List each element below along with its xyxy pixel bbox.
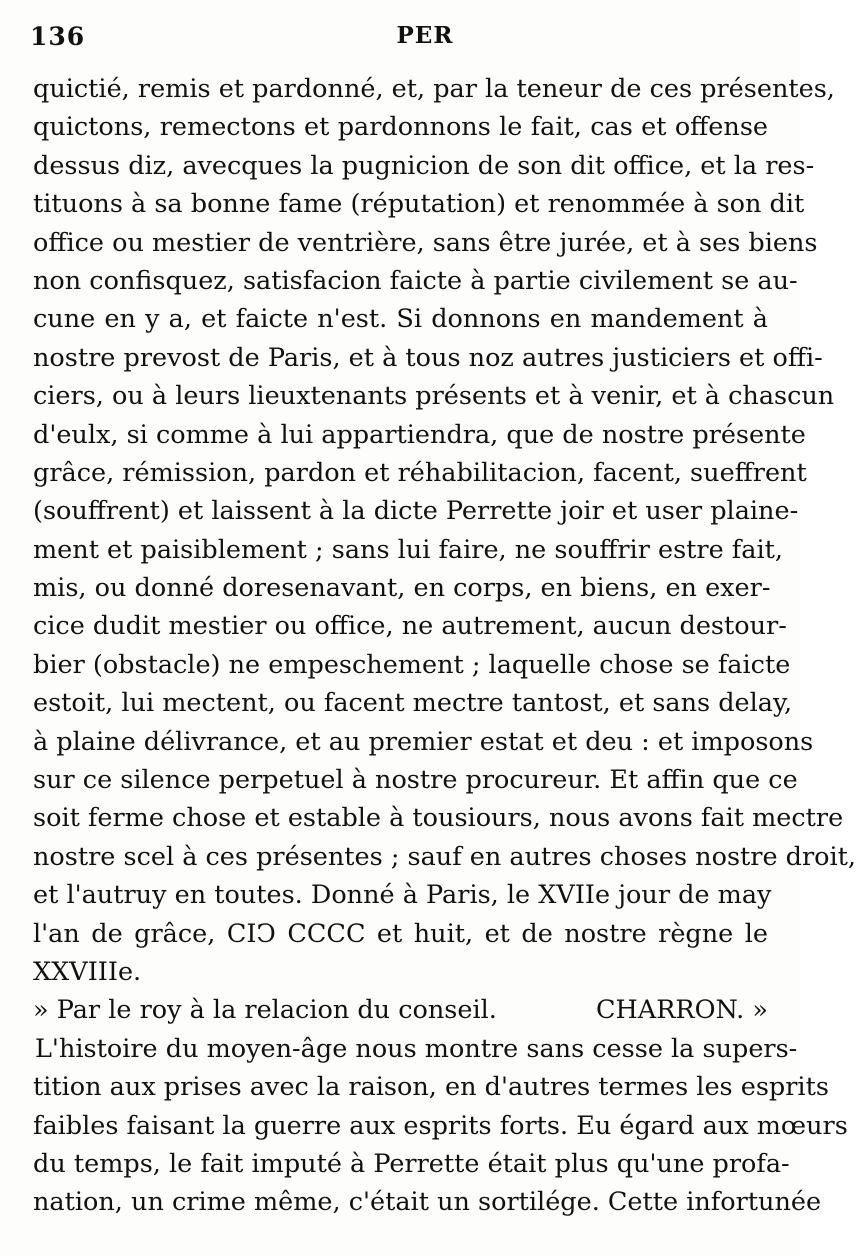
text-line: ciers, ou à leurs lieuxtenants présents et à venir, et à chascun (33, 381, 835, 412)
text-line: quictons, remectons et pardonnons le fait, cas et offense (33, 112, 768, 143)
text-line: faibles faisant la guerre aux esprits forts. Eu égard aux mœurs (33, 1110, 848, 1141)
signature-line (33, 991, 768, 1029)
text-line: L'histoire du moyen-âge nous montre sans cesse la supers- (35, 1033, 798, 1064)
text-line: bier (obstacle) ne empeschement ; laquelle chose se faicte (33, 649, 791, 680)
text-line: d'eulx, si comme à lui appartiendra, que de nostre présente (33, 419, 806, 450)
text-line: estoit, lui mectent, ou facent mectre tantost, et sans delay, (33, 688, 793, 719)
text-line: l'an de grâce, CIↃ CCCC et huit, et de nostre règne le (33, 918, 768, 949)
text-line: XXVIIIe. (33, 956, 142, 987)
text-line: ment et paisiblement ; sans lui faire, ne souffrir estre fait, (33, 534, 783, 565)
text-line: dessus diz, avecques la pugnicion de son dit office, et la res- (33, 150, 815, 181)
body-text (33, 70, 856, 1222)
text-line: à plaine délivrance, et au premier estat et deu : et imposons (33, 726, 814, 757)
text-line: nostre scel à ces présentes ; sauf en autres choses nostre droit, (33, 841, 856, 872)
text-line: (souffrent) et laissent à la dicte Perrette joir et user plaine- (33, 496, 799, 527)
text-line: quictié, remis et pardonné, et, par la teneur de ces présentes, (33, 74, 835, 104)
commentary-passage (33, 1030, 848, 1222)
text-line: non confisquez, satisfacion faicte à partie civilement se au- (33, 265, 798, 296)
text-line: office ou mestier de ventrière, sans être jurée, et à ses biens (33, 227, 818, 258)
text-line: grâce, rémission, pardon et réhabilitacion, facent, sueffrent (33, 457, 807, 488)
text-line: du temps, le fait imputé à Perrette était plus qu'une profa- (33, 1148, 790, 1179)
text-line: tition aux prises avec la raison, en d'autres termes les esprits (33, 1072, 829, 1103)
text-line: soit ferme chose et estable à tousiours, nous avons fait mectre (33, 803, 844, 834)
text-line: nostre prevost de Paris, et à tous noz autres justiciers et offi- (33, 342, 823, 373)
page-header (30, 22, 770, 62)
running-head: PER (396, 22, 454, 49)
text-line: nation, un crime même, c'était un sortilége. Cette infortunée (33, 1187, 822, 1218)
letter-passage (33, 70, 856, 991)
text-line: mis, ou donné doresenavant, en corps, en biens, en exer- (33, 573, 771, 604)
text-line: cune en y a, et faicte n'est. Si donnons en mandement à (33, 304, 768, 335)
text-line: et l'autruy en toutes. Donné à Paris, le XVIIe jour de may (33, 880, 772, 911)
text-line: cice dudit mestier ou office, ne autrement, aucun destour- (33, 611, 787, 642)
signature-name: CHARRON. » (596, 995, 768, 1026)
text-line: tituons à sa bonne fame (réputation) et renommée à son dit (33, 189, 805, 220)
signature-attribution: » Par le roy à la relacion du conseil. (33, 995, 497, 1026)
text-line: sur ce silence perpetuel à nostre procureur. Et affin que ce (33, 765, 798, 796)
page-number: 136 (30, 22, 86, 51)
